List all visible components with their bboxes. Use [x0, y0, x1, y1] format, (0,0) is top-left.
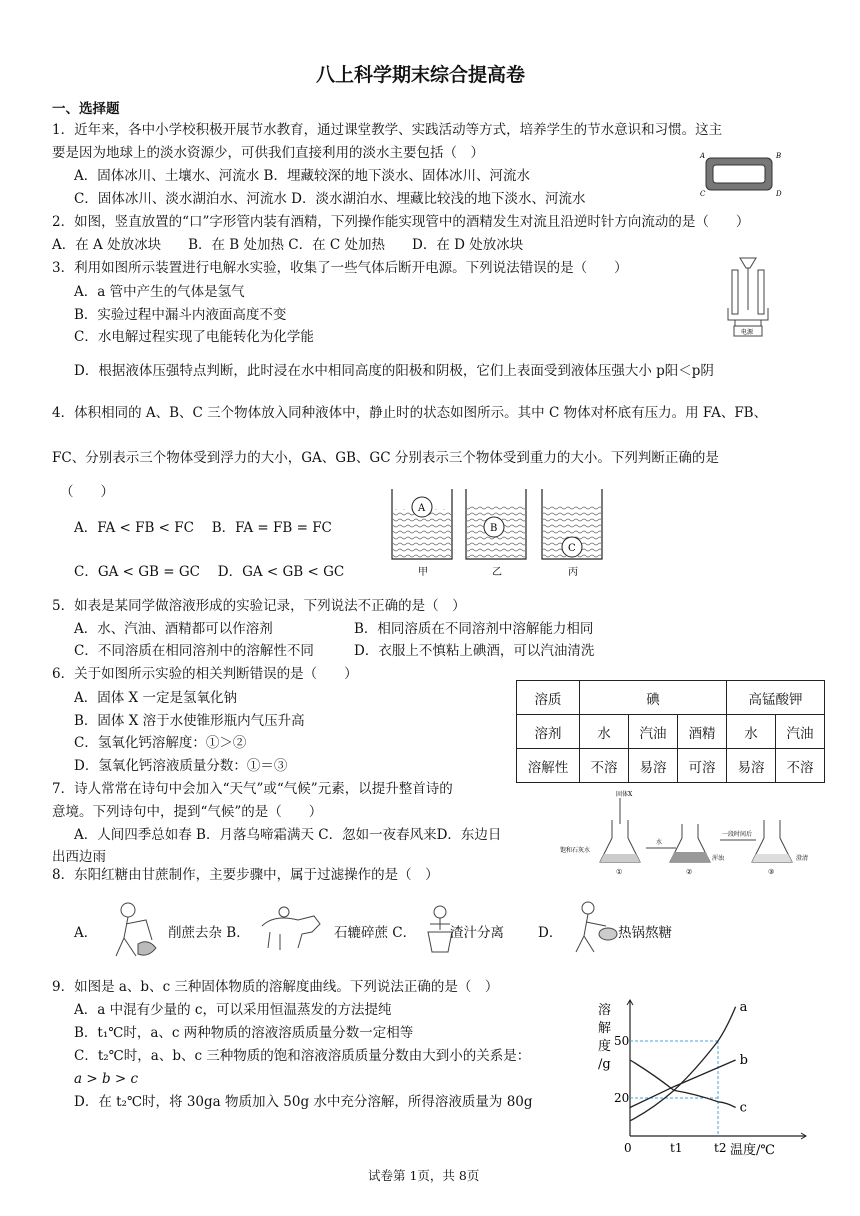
q1-options-cd: C．固体冰川、淡水湖泊水、河流水 D．淡水湖泊水、埋藏比较浅的地下淡水、河流水 [74, 191, 586, 207]
table-cell: 水 [727, 715, 776, 749]
ball-c: C [568, 543, 576, 554]
q6-option-b: B．固体 X 溶于水使锥形瓶内气压升高 [74, 713, 305, 729]
table-cell: 水 [580, 715, 629, 749]
y-tick-label: 50 [614, 1034, 630, 1048]
q8-label-d: 热锅熬糖 [618, 925, 672, 941]
cup-yi [466, 489, 526, 578]
table-cell: 不溶 [580, 749, 629, 783]
table-cell: 可溶 [678, 749, 727, 783]
q3-option-b: B．实验过程中漏斗内液面高度不变 [74, 307, 287, 323]
q3-option-d: D．根据液体压强特点判断，此时浸在水中相同高度的阳极和阴极，它们上表面受到液体压强大小 p阳＜p阴 [74, 363, 714, 379]
cup-bing [542, 489, 602, 578]
ball-b: B [490, 523, 498, 534]
q3-stem: 3．利用如图所示装置进行电解水实验，收集了一些气体后断开电源。下列说法错误的是（ ） [52, 260, 628, 276]
q9-stem: 9．如图是 a、b、c 三种固体物质的溶解度曲线。下列说法正确的是（ ） [52, 979, 499, 995]
flask-2 [670, 824, 710, 876]
q9-option-d: D．在 t₂℃时，将 30ga 物质加入 50g 水中充分溶解，所得溶液质量为 80g [74, 1094, 533, 1110]
curve-label-a: a [739, 999, 748, 1015]
table-cell: 易溶 [727, 749, 776, 783]
fig-wait: 一段时间后 [722, 831, 753, 838]
q4-stem-1: 4．体积相同的 A、B、C 三个物体放入同种液体中，静止时的状态如图所示。其中 C 物体对杯底有压力。用 FA、FB、 [52, 405, 768, 421]
q8-pic-a [102, 900, 158, 960]
q7-stem-2: 意境。下列诗句中，提到“气候”的是（ ） [52, 804, 323, 820]
ball-a: A [418, 503, 426, 514]
q1-stem-1: 1．近年来，各中小学校积极开展节水教育，通过课堂教学、实践活动等方式，培养学生的节水意识和习惯。这主 [52, 122, 723, 138]
q7-options: A．人间四季总如春 B．月落乌啼霜满天 C．忽如一夜春风来D．东边日 [74, 827, 502, 843]
q6-option-c: C．氢氧化钙溶解度：①＞② [74, 735, 247, 751]
q8-option-a: A． [74, 925, 98, 941]
cup-label-yi: 乙 [492, 567, 502, 578]
q7-options-cont: 出西边雨 [52, 849, 106, 865]
curve-a [630, 1007, 736, 1121]
q8-pic-d [566, 900, 618, 956]
curve-label-c: c [739, 1100, 747, 1116]
page-title: 八上科学期末综合提高卷 [316, 64, 526, 86]
q4-paren: （ ） [60, 484, 114, 500]
x-tick-label: t1 [670, 1141, 683, 1155]
q6-stem: 6．关于如图所示实验的相关判断错误的是（ ） [52, 666, 358, 682]
q6-option-a: A．固体 X 一定是氢氧化钠 [74, 690, 237, 706]
q8-label-c: 渣汁分离 [450, 925, 504, 941]
q5-option-b: B．相同溶质在不同溶剂中溶解能力相同 [354, 621, 594, 637]
q5-option-d: D．衣服上不慎粘上碘酒，可以汽油清洗 [354, 643, 595, 659]
q3-option-c: C．水电解过程实现了电能转化为化学能 [74, 329, 314, 345]
cup-label-bing: 丙 [568, 567, 578, 578]
fig-clear: 澄清 [796, 855, 809, 862]
solubility-table [516, 680, 825, 783]
q2-options: A．在 A 处放冰块 B．在 B 处加热 C．在 C 处加热 D．在 D 处放冰块 [52, 237, 524, 253]
q5-option-c: C．不同溶质在相同溶剂中的溶解性不同 [74, 643, 314, 659]
y-label-part: /g [598, 1057, 611, 1072]
cup-label-jia: 甲 [418, 567, 428, 578]
q9-option-a: A．a 中混有少量的 c，可以采用恒温蒸发的方法提纯 [74, 1002, 392, 1018]
curve-b [630, 1060, 736, 1108]
x-tick-label: 0 [624, 1141, 632, 1155]
q1-stem-2: 要是因为地球上的淡水资源少，可供我们直接利用的淡水主要包括（ ） [52, 145, 484, 161]
q1-options-ab: A．固体冰川、土壤水、河流水 B．埋藏较深的地下淡水、固体冰川、河流水 [74, 168, 530, 184]
y-label-part: 解 [598, 1021, 612, 1036]
q2-tube-figure [700, 150, 790, 200]
fig-n1: ① [616, 868, 623, 876]
q4-cups-figure [390, 487, 610, 577]
cup-jia [392, 489, 452, 578]
q4-stem-2: FC、分别表示三个物体受到浮力的大小，GA、GB、GC 分别表示三个物体受到重力的大小。下列判断正确的是 [52, 450, 719, 466]
table-cell: 汽油 [776, 715, 825, 749]
q3-electrolysis-figure [718, 248, 778, 343]
q3-option-a: A．a 管中产生的气体是氢气 [74, 284, 245, 300]
flask-3 [752, 820, 792, 876]
x-label: 温度/℃ [730, 1143, 775, 1158]
q8-stem: 8．东阳红糖由甘蔗制作，主要步骤中，属于过滤操作的是（ ） [52, 867, 439, 883]
section-heading: 一、选择题 [52, 101, 120, 117]
y-tick-label: 20 [614, 1091, 630, 1105]
table-cell: 汽油 [629, 715, 678, 749]
q2-label-c: C [700, 190, 706, 198]
q9-option-c-cont: a > b > c [74, 1071, 139, 1087]
curve-label-b: b [739, 1053, 748, 1068]
table-h-solvent: 溶剂 [517, 715, 580, 749]
q5-option-a: A．水、汽油、酒精都可以作溶剂 [74, 621, 273, 637]
q8-pic-b [254, 904, 326, 956]
table-cell: 易溶 [629, 749, 678, 783]
table-iodine: 碘 [580, 681, 727, 715]
q2-stem: 2．如图，竖直放置的“口”字形管内装有酒精，下列操作能实现管中的酒精发生对流且沿逆时针方向流动的是（ ） [52, 214, 750, 230]
y-label-part: 度 [598, 1039, 612, 1054]
q9-option-c: C．t₂℃时，a、b、c 三种物质的饱和溶液溶质质量分数由大到小的关系是： [74, 1048, 531, 1064]
q9-option-b: B．t₁℃时，a、c 两种物质的溶液溶质质量分数一定相等 [74, 1025, 414, 1041]
table-h-solute: 溶质 [517, 681, 580, 715]
table-kmno4: 高锰酸钾 [727, 681, 825, 715]
fig-n3: ③ [768, 868, 775, 876]
q2-label-d: D [776, 190, 782, 198]
q6-flask-figure [560, 790, 820, 880]
q2-label-b: B [776, 152, 782, 160]
q4-options-ab: A．FA < FB < FC B．FA = FB = FC [74, 520, 332, 536]
q3-power-label: 电源 [741, 329, 754, 336]
table-cell: 不溶 [776, 749, 825, 783]
table-h-solubility: 溶解性 [517, 749, 580, 783]
q2-label-a: A [700, 152, 706, 160]
solubility-chart [586, 990, 826, 1160]
fig-turbid: 浑浊 [712, 855, 725, 862]
fig-solid-x: 固体X [616, 791, 633, 798]
fig-n2: ② [686, 868, 693, 876]
q4-options-cd: C．GA < GB = GC D．GA < GB < GC [74, 564, 345, 580]
fig-water: 水 [656, 839, 663, 846]
page-footer: 试卷第 1页，共 8页 [368, 1168, 480, 1183]
table-cell: 酒精 [678, 715, 727, 749]
q8-option-d: D． [538, 925, 563, 941]
q5-stem: 5．如表是某同学做溶液形成的实验记录，下列说法不正确的是（ ） [52, 598, 466, 614]
fig-lime: 饱和石灰水 [560, 847, 591, 854]
q8-label-a: 削蔗去杂 B． [168, 925, 250, 941]
q6-option-d: D．氢氧化钙溶液质量分数：①＝③ [74, 758, 288, 774]
q8-label-b: 石辘碎蔗 C． [334, 925, 417, 941]
flask-1 [600, 820, 640, 876]
x-tick-label: t2 [714, 1141, 727, 1155]
q7-stem-1: 7．诗人常常在诗句中会加入“天气”或“气候”元素，以提升整首诗的 [52, 781, 453, 797]
y-label-part: 溶 [598, 1003, 612, 1018]
